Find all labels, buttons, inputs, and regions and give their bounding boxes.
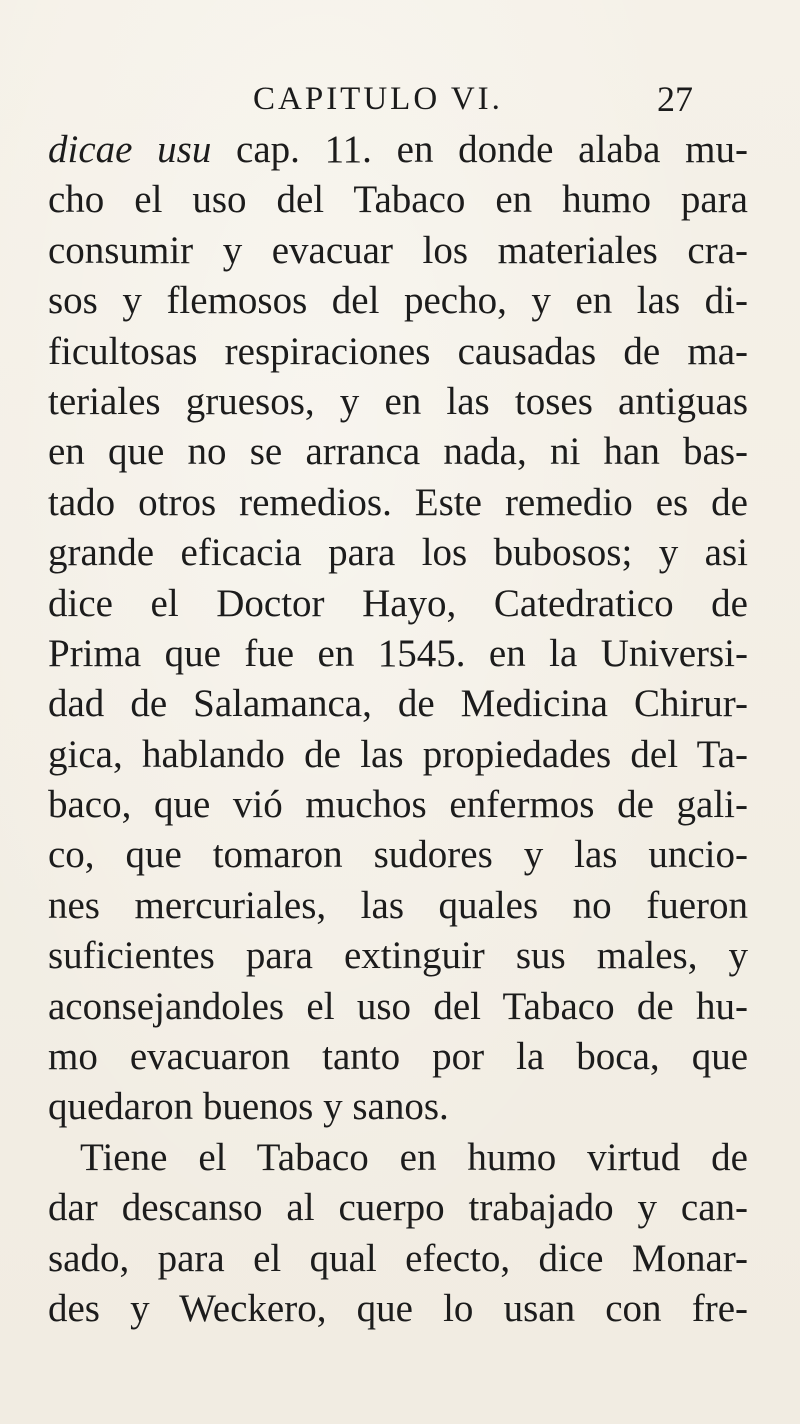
- text-line: tado otros remedios. Este remedio es de: [48, 480, 748, 524]
- text-line: aconsejandoles el uso del Tabaco de hu-: [48, 984, 748, 1028]
- text-line: mo evacuaron tanto por la boca, que: [48, 1035, 748, 1079]
- text-line: co, que tomaron sudores y las uncio-: [48, 833, 748, 877]
- text-line: gica, hablando de las propiedades del Ta-: [48, 732, 748, 776]
- text-line: sado, para el qual efecto, dice Monar-: [48, 1236, 748, 1280]
- text-line: ficultosas respiraciones causadas de ma-: [48, 329, 748, 373]
- text-line: dice el Doctor Hayo, Catedratico de: [48, 581, 748, 625]
- text-line: des y Weckero, que lo usan con fre-: [48, 1286, 748, 1330]
- text-line: nes mercuriales, las quales no fueron: [48, 883, 748, 927]
- text-line: suficientes para extinguir sus males, y: [48, 934, 748, 978]
- page-header: [0, 74, 800, 124]
- paragraph-start-line: Tiene el Tabaco en humo virtud de: [80, 1135, 748, 1179]
- page-number: 27: [657, 79, 693, 119]
- paragraph-end-line: quedaron buenos y sanos.: [48, 1085, 449, 1129]
- italic-citation: dicae usu: [48, 128, 212, 171]
- text-line: dar descanso al cuerpo trabajado y can-: [48, 1186, 748, 1230]
- text-line: [48, 125, 748, 175]
- text-line: en que no se arranca nada, ni han bas-: [48, 430, 748, 474]
- text-line: grande eficacia para los bubosos; y asi: [48, 531, 748, 575]
- text-line: baco, que vió muchos enfermos de gali-: [48, 783, 748, 827]
- text-line: cho el uso del Tabaco en humo para: [48, 178, 748, 222]
- text-line: consumir y evacuar los materiales cra-: [48, 228, 748, 272]
- text-line: Prima que fue en 1545. en la Universi-: [48, 631, 748, 675]
- text-line-rest: cap. 11. en donde alaba mu-: [211, 128, 748, 171]
- text-line: sos y flemosos del pecho, y en las di-: [48, 279, 748, 323]
- text-line: teriales gruesos, y en las toses antiguas: [48, 379, 748, 423]
- running-head: CAPITULO VI.: [253, 81, 503, 117]
- text-line: dad de Salamanca, de Medicina Chirur-: [48, 682, 748, 726]
- body-text: [48, 125, 748, 1334]
